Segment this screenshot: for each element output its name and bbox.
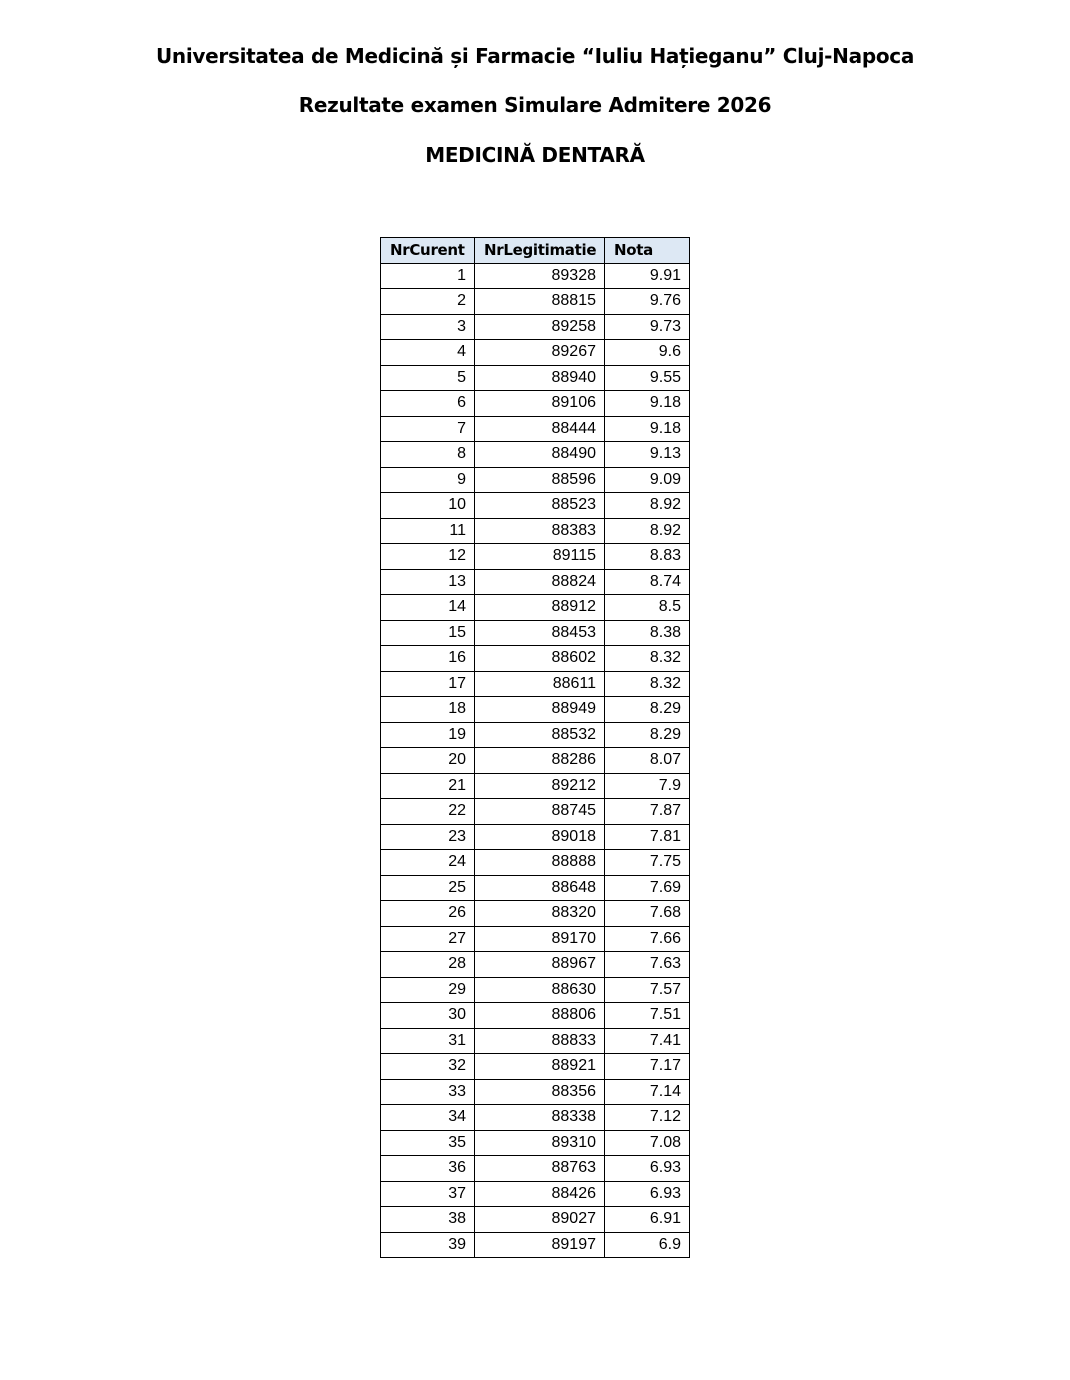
table-row xyxy=(381,416,690,442)
cell-nrcurent: 36 xyxy=(381,1156,475,1182)
cell-nrcurent: 24 xyxy=(381,850,475,876)
cell-nota: 7.81 xyxy=(605,824,690,850)
table-row xyxy=(381,697,690,723)
table-row xyxy=(381,493,690,519)
cell-nota: 7.63 xyxy=(605,952,690,978)
cell-nrlegitimatie: 88532 xyxy=(475,722,605,748)
cell-nrcurent: 31 xyxy=(381,1028,475,1054)
table-row xyxy=(381,391,690,417)
cell-nrlegitimatie: 89258 xyxy=(475,314,605,340)
table-row xyxy=(381,289,690,315)
table-row xyxy=(381,1003,690,1029)
cell-nrlegitimatie: 88338 xyxy=(475,1105,605,1131)
cell-nota: 9.55 xyxy=(605,365,690,391)
cell-nrlegitimatie: 88286 xyxy=(475,748,605,774)
cell-nota: 7.12 xyxy=(605,1105,690,1131)
cell-nrcurent: 17 xyxy=(381,671,475,697)
cell-nrcurent: 21 xyxy=(381,773,475,799)
cell-nota: 6.91 xyxy=(605,1207,690,1233)
cell-nrcurent: 33 xyxy=(381,1079,475,1105)
results-table xyxy=(380,237,690,1258)
cell-nota: 9.76 xyxy=(605,289,690,315)
cell-nrlegitimatie: 88806 xyxy=(475,1003,605,1029)
cell-nota: 9.13 xyxy=(605,442,690,468)
table-row xyxy=(381,340,690,366)
cell-nrcurent: 9 xyxy=(381,467,475,493)
cell-nota: 8.29 xyxy=(605,697,690,723)
cell-nrlegitimatie: 88602 xyxy=(475,646,605,672)
exam-title: Rezultate examen Simulare Admitere 2026 xyxy=(298,93,772,117)
cell-nota: 7.66 xyxy=(605,926,690,952)
cell-nrcurent: 28 xyxy=(381,952,475,978)
cell-nrcurent: 32 xyxy=(381,1054,475,1080)
table-row xyxy=(381,1207,690,1233)
cell-nrlegitimatie: 89267 xyxy=(475,340,605,366)
cell-nrcurent: 26 xyxy=(381,901,475,927)
cell-nrcurent: 16 xyxy=(381,646,475,672)
cell-nrlegitimatie: 88912 xyxy=(475,595,605,621)
cell-nota: 6.9 xyxy=(605,1232,690,1258)
table-row xyxy=(381,646,690,672)
table-row xyxy=(381,748,690,774)
cell-nota: 8.38 xyxy=(605,620,690,646)
cell-nrlegitimatie: 88426 xyxy=(475,1181,605,1207)
cell-nrcurent: 2 xyxy=(381,289,475,315)
cell-nrlegitimatie: 88611 xyxy=(475,671,605,697)
cell-nrlegitimatie: 88320 xyxy=(475,901,605,927)
cell-nota: 9.6 xyxy=(605,340,690,366)
cell-nrlegitimatie: 88824 xyxy=(475,569,605,595)
table-row xyxy=(381,1054,690,1080)
cell-nrlegitimatie: 89197 xyxy=(475,1232,605,1258)
cell-nrlegitimatie: 88444 xyxy=(475,416,605,442)
table-row xyxy=(381,875,690,901)
cell-nrcurent: 12 xyxy=(381,544,475,570)
cell-nota: 9.18 xyxy=(605,391,690,417)
cell-nrlegitimatie: 88453 xyxy=(475,620,605,646)
table-row xyxy=(381,1232,690,1258)
cell-nrcurent: 10 xyxy=(381,493,475,519)
cell-nrcurent: 27 xyxy=(381,926,475,952)
table-row xyxy=(381,314,690,340)
cell-nrlegitimatie: 88523 xyxy=(475,493,605,519)
cell-nrcurent: 20 xyxy=(381,748,475,774)
table-row xyxy=(381,365,690,391)
cell-nrlegitimatie: 89027 xyxy=(475,1207,605,1233)
table-row xyxy=(381,901,690,927)
cell-nrlegitimatie: 88763 xyxy=(475,1156,605,1182)
cell-nrcurent: 23 xyxy=(381,824,475,850)
cell-nrlegitimatie: 88940 xyxy=(475,365,605,391)
table-row xyxy=(381,799,690,825)
table-row xyxy=(381,518,690,544)
cell-nota: 7.51 xyxy=(605,1003,690,1029)
cell-nrcurent: 7 xyxy=(381,416,475,442)
table-row xyxy=(381,467,690,493)
cell-nota: 9.18 xyxy=(605,416,690,442)
cell-nrlegitimatie: 88596 xyxy=(475,467,605,493)
cell-nrlegitimatie: 89106 xyxy=(475,391,605,417)
column-header-nota: Nota xyxy=(605,238,690,264)
table-row xyxy=(381,926,690,952)
cell-nrcurent: 35 xyxy=(381,1130,475,1156)
cell-nrcurent: 15 xyxy=(381,620,475,646)
cell-nota: 9.09 xyxy=(605,467,690,493)
table-row xyxy=(381,722,690,748)
cell-nrlegitimatie: 89018 xyxy=(475,824,605,850)
cell-nrcurent: 38 xyxy=(381,1207,475,1233)
table-row xyxy=(381,1130,690,1156)
cell-nrlegitimatie: 88630 xyxy=(475,977,605,1003)
cell-nrcurent: 8 xyxy=(381,442,475,468)
cell-nrcurent: 6 xyxy=(381,391,475,417)
cell-nota: 8.5 xyxy=(605,595,690,621)
cell-nrcurent: 37 xyxy=(381,1181,475,1207)
cell-nota: 7.14 xyxy=(605,1079,690,1105)
cell-nrlegitimatie: 88815 xyxy=(475,289,605,315)
cell-nrcurent: 18 xyxy=(381,697,475,723)
column-header-nrcurent: NrCurent xyxy=(381,238,475,264)
cell-nrlegitimatie: 88888 xyxy=(475,850,605,876)
cell-nota: 7.41 xyxy=(605,1028,690,1054)
table-row xyxy=(381,977,690,1003)
table-row xyxy=(381,773,690,799)
cell-nota: 6.93 xyxy=(605,1181,690,1207)
cell-nrcurent: 30 xyxy=(381,1003,475,1029)
cell-nrcurent: 29 xyxy=(381,977,475,1003)
cell-nrlegitimatie: 88648 xyxy=(475,875,605,901)
cell-nota: 8.29 xyxy=(605,722,690,748)
cell-nrcurent: 5 xyxy=(381,365,475,391)
cell-nrcurent: 34 xyxy=(381,1105,475,1131)
cell-nrlegitimatie: 88383 xyxy=(475,518,605,544)
cell-nrlegitimatie: 88921 xyxy=(475,1054,605,1080)
table-row xyxy=(381,1156,690,1182)
cell-nota: 7.9 xyxy=(605,773,690,799)
table-row xyxy=(381,850,690,876)
table-row xyxy=(381,263,690,289)
cell-nrcurent: 3 xyxy=(381,314,475,340)
cell-nrlegitimatie: 89328 xyxy=(475,263,605,289)
cell-nota: 8.92 xyxy=(605,518,690,544)
cell-nota: 8.83 xyxy=(605,544,690,570)
program-title: MEDICINĂ DENTARĂ xyxy=(425,143,645,167)
cell-nota: 9.73 xyxy=(605,314,690,340)
cell-nrcurent: 14 xyxy=(381,595,475,621)
cell-nota: 7.68 xyxy=(605,901,690,927)
cell-nota: 7.87 xyxy=(605,799,690,825)
cell-nrlegitimatie: 89115 xyxy=(475,544,605,570)
cell-nrlegitimatie: 89212 xyxy=(475,773,605,799)
table-row xyxy=(381,1028,690,1054)
cell-nrlegitimatie: 88356 xyxy=(475,1079,605,1105)
table-body xyxy=(381,263,690,1258)
cell-nota: 7.17 xyxy=(605,1054,690,1080)
cell-nrlegitimatie: 88967 xyxy=(475,952,605,978)
table-row xyxy=(381,671,690,697)
cell-nota: 7.57 xyxy=(605,977,690,1003)
cell-nota: 6.93 xyxy=(605,1156,690,1182)
table-row xyxy=(381,569,690,595)
cell-nrlegitimatie: 89170 xyxy=(475,926,605,952)
table-row xyxy=(381,824,690,850)
cell-nrcurent: 25 xyxy=(381,875,475,901)
table-row xyxy=(381,442,690,468)
cell-nota: 7.69 xyxy=(605,875,690,901)
table-row xyxy=(381,1079,690,1105)
cell-nrcurent: 22 xyxy=(381,799,475,825)
institution-title: Universitatea de Medicină și Farmacie “Iuliu Hațieganu” Cluj-Napoca xyxy=(155,44,915,68)
cell-nota: 7.08 xyxy=(605,1130,690,1156)
cell-nrcurent: 11 xyxy=(381,518,475,544)
cell-nota: 8.07 xyxy=(605,748,690,774)
table-row xyxy=(381,620,690,646)
table-row xyxy=(381,1105,690,1131)
cell-nota: 8.74 xyxy=(605,569,690,595)
cell-nrlegitimatie: 88745 xyxy=(475,799,605,825)
column-header-nrlegitimatie: NrLegitimatie xyxy=(475,238,605,264)
cell-nota: 9.91 xyxy=(605,263,690,289)
cell-nrcurent: 39 xyxy=(381,1232,475,1258)
table-row xyxy=(381,595,690,621)
cell-nota: 7.75 xyxy=(605,850,690,876)
cell-nrcurent: 1 xyxy=(381,263,475,289)
cell-nrlegitimatie: 88490 xyxy=(475,442,605,468)
cell-nrlegitimatie: 88949 xyxy=(475,697,605,723)
table-row xyxy=(381,544,690,570)
cell-nota: 8.32 xyxy=(605,646,690,672)
table-row xyxy=(381,1181,690,1207)
cell-nrcurent: 19 xyxy=(381,722,475,748)
cell-nrlegitimatie: 89310 xyxy=(475,1130,605,1156)
cell-nrcurent: 13 xyxy=(381,569,475,595)
table-row xyxy=(381,952,690,978)
cell-nota: 8.32 xyxy=(605,671,690,697)
cell-nota: 8.92 xyxy=(605,493,690,519)
table-header-row xyxy=(381,238,690,264)
cell-nrlegitimatie: 88833 xyxy=(475,1028,605,1054)
cell-nrcurent: 4 xyxy=(381,340,475,366)
